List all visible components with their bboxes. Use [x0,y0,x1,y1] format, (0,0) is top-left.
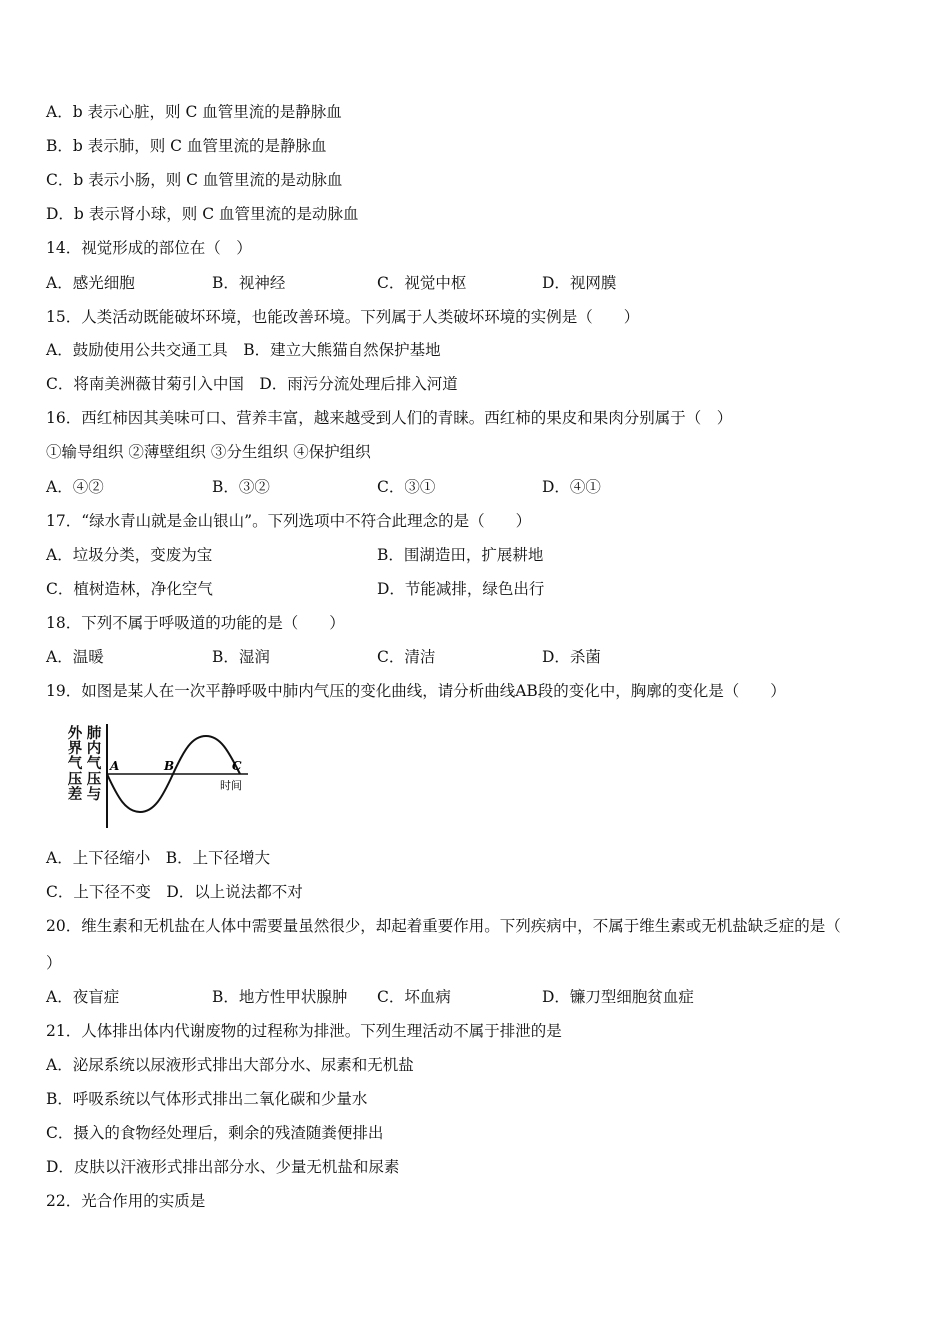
q18-option-d: D．杀菌 [542,648,601,666]
q18-option-b: B．湿润 [212,648,270,666]
q14-option-c: C．视觉中枢 [377,274,467,292]
q17-stem: 17．“绿水青山就是金山银山”。下列选项中不符合此理念的是（ ） [46,512,532,530]
q14-option-b: B．视神经 [212,274,286,292]
q19-stem: 19．如图是某人在一次平静呼吸中肺内气压的变化曲线，请分析曲线AB段的变化中，胸廓的变化是（ ） [46,682,786,700]
q21-stem: 21．人体排出体内代谢废物的过程称为排泄。下列生理活动不属于排泄的是 [46,1022,562,1040]
q17-options-row-1 [46,545,906,565]
q20-option-a: A．夜盲症 [46,988,120,1006]
q21-option-c: C．摄入的食物经处理后，剩余的残渣随粪便排出 [46,1124,384,1142]
q21-option-b: B．呼吸系统以气体形式排出二氧化碳和少量水 [46,1090,368,1108]
pressure-curve-plot [60,718,260,830]
q14-option-a: A．感光细胞 [46,274,135,292]
q14-stem: 14．视觉形成的部位在（ ） [46,239,252,257]
q13-option-c: C．b 表示小肠，则 C 血管里流的是动脉血 [46,171,343,189]
q18-stem: 18．下列不属于呼吸道的功能的是（ ） [46,614,345,632]
q17-option-c: C．植树造林，净化空气 [46,580,213,598]
q20-option-b: B．地方性甲状腺肿 [212,988,348,1006]
q14-options [46,273,906,293]
q16-option-c: C．③① [377,478,436,496]
q15-options-line-1: A．鼓励使用公共交通工具 B．建立大熊猫自然保护基地 [46,341,441,359]
q13-option-d: D．b 表示肾小球，则 C 血管里流的是动脉血 [46,205,359,223]
figure-xlabel: 时间 [220,779,242,792]
q19-options-line-1: A．上下径缩小 B．上下径增大 [46,849,271,867]
q20-options [46,987,906,1007]
figure-ylabel-left: 外界气压差 [67,725,83,803]
q15-options-line-2: C．将南美洲薇甘菊引入中国 D．雨污分流处理后排入河道 [46,375,458,393]
q22-stem: 22．光合作用的实质是 [46,1192,206,1210]
q16-choices: ①输导组织 ②薄壁组织 ③分生组织 ④保护组织 [46,443,371,461]
figure-ylabel-right: 肺内气压与 [86,725,102,803]
q21-option-a: A．泌尿系统以尿液形式排出大部分水、尿素和无机盐 [46,1056,414,1074]
q14-option-d: D．视网膜 [542,274,617,292]
q18-options [46,647,906,667]
q16-option-b: B．③② [212,478,270,496]
q15-stem: 15．人类活动既能破坏环境，也能改善环境。下列属于人类破坏环境的实例是（ ） [46,308,640,326]
q20-stem-line-2: ） [46,954,62,972]
q16-option-d: D．④① [542,478,601,496]
q21-option-d: D．皮肤以汗液形式排出部分水、少量无机盐和尿素 [46,1158,400,1176]
q16-option-a: A．④② [46,478,104,496]
q19-options-line-2: C．上下径不变 D．以上说法都不对 [46,883,303,901]
q20-option-d: D．镰刀型细胞贫血症 [542,988,694,1006]
q18-option-a: A．温暖 [46,648,104,666]
q17-options-row-2 [46,579,906,599]
q16-stem: 16．西红柿因其美味可口、营养丰富，越来越受到人们的青睐。西红柿的果皮和果肉分别属于（ ） [46,409,733,427]
q17-option-d: D．节能减排，绿色出行 [377,580,545,598]
figure-point-c: C [232,759,242,773]
q18-option-c: C．清洁 [377,648,436,666]
q16-options [46,477,906,497]
q13-option-b: B．b 表示肺，则 C 血管里流的是静脉血 [46,137,327,155]
figure-point-a: A [110,759,120,773]
q20-stem-line-1: 20．维生素和无机盐在人体中需要量虽然很少，却起着重要作用。下列疾病中，不属于维生素或无机盐缺乏症的是（ [46,917,841,935]
q17-option-a: A．垃圾分类，变废为宝 [46,546,213,564]
figure-point-b: B [164,759,175,773]
q20-option-c: C．坏血病 [377,988,451,1006]
pressure-curve-figure [60,718,260,830]
q17-option-b: B．围湖造田，扩展耕地 [377,546,544,564]
q13-option-a: A．b 表示心脏，则 C 血管里流的是静脉血 [46,103,342,121]
